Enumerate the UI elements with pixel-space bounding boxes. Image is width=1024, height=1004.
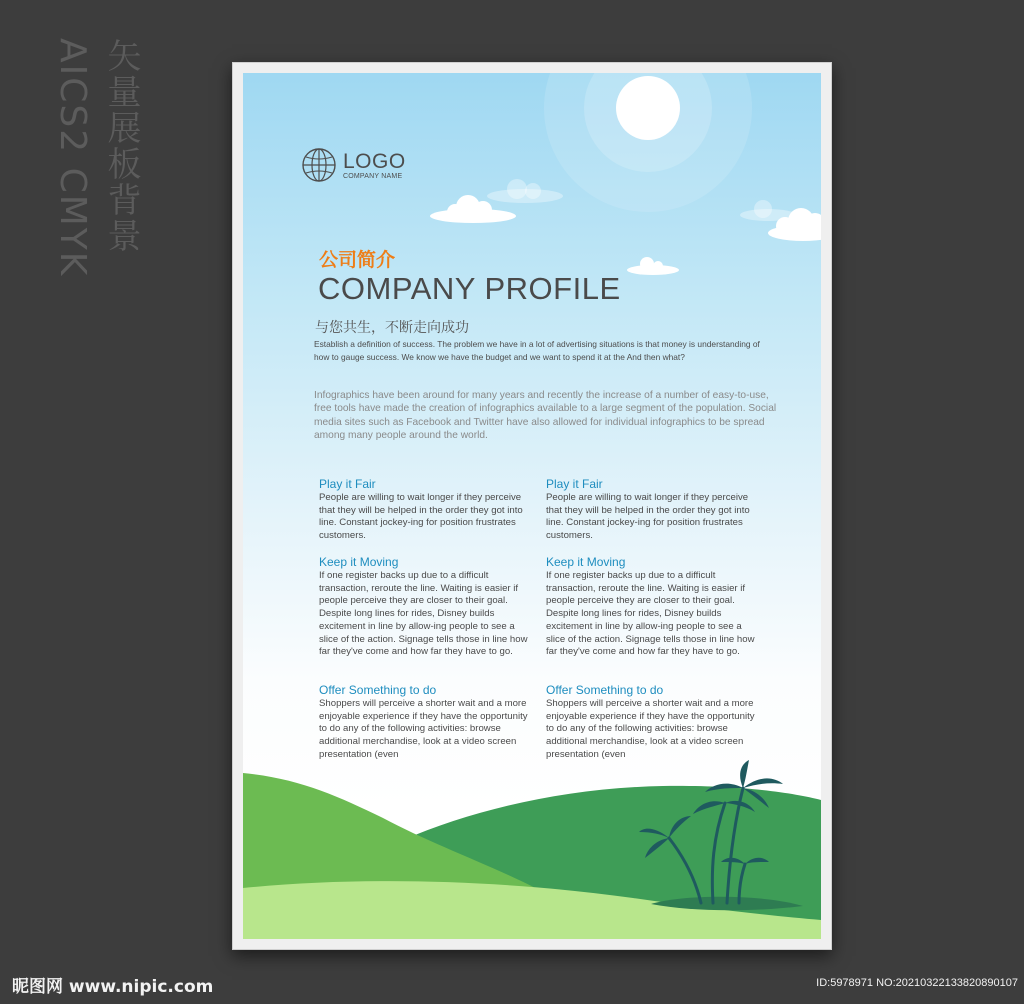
section-body: If one register backs up due to a difficult transaction, reroute the line. Waiting is easier if people perceive they are closer to their goal. Despite long lines for rides, Disney builds excitement in line by allow-ing people to see a slice of the action. Signage tells those in line how far they've come and how far they have to go. <box>319 570 528 658</box>
section-heading: Offer Something to do <box>546 683 664 697</box>
section-keep-it-moving <box>319 555 534 659</box>
poster-frame <box>232 62 832 950</box>
section-play-it-fair <box>319 477 534 543</box>
sun <box>616 76 680 140</box>
side-caption <box>52 38 146 278</box>
title-english: COMPANY PROFILE <box>318 271 621 306</box>
section-heading: Keep it Moving <box>319 555 399 569</box>
section-body: If one register backs up due to a difficult transaction, reroute the line. Waiting is easier if people perceive they are closer to their goal. Despite long lines for rides, Disney builds excitement in line by allow-ing people to see a slice of the action. Signage tells those in line how far they've come and how far they have to go. <box>546 570 755 658</box>
section-heading: Keep it Moving <box>546 555 626 569</box>
section-body: People are willing to wait longer if they perceive that they will be helped in the order they got into line. Constant jockey-ing for position frustrates customers. <box>319 492 523 542</box>
watermark-site: 昵图网 www.nipic.com <box>12 977 214 997</box>
section-heading: Play it Fair <box>319 477 376 491</box>
company-logo <box>301 147 406 183</box>
logo-title: LOGO <box>343 149 406 173</box>
section-heading: Play it Fair <box>546 477 603 491</box>
landscape <box>243 758 821 939</box>
title-chinese: 公司简介 <box>319 249 396 271</box>
globe-icon <box>301 147 337 183</box>
section-body: People are willing to wait longer if they perceive that they will be helped in the order they got into line. Constant jockey-ing for position frustrates customers. <box>546 492 750 542</box>
section-play-it-fair <box>546 477 761 543</box>
section-offer-something <box>319 683 534 762</box>
logo-subtitle: COMPANY NAME <box>343 172 403 180</box>
poster <box>243 73 821 939</box>
section-heading: Offer Something to do <box>319 683 437 697</box>
section-body: Shoppers will perceive a shorter wait and a more enjoyable experience if they have the opportunity to do any of the following activities: browse additional merchandise, look at a video screen presentation (even <box>546 698 755 760</box>
side-caption-english: AICS2 CMYK <box>52 38 93 278</box>
intro-paragraph-2: Infographics have been around for many years and recently the increase of a number of easy-to-use, free tools have made the creation of infographics available to a large segment of the population. Social media sites such as Facebook and Twitter have also allowed for individual infographics to be spread among many people around the world. <box>314 390 777 441</box>
cloud-1-shadow <box>487 179 563 203</box>
subtitle-chinese: 与您共生，不断走向成功 <box>315 320 469 336</box>
intro-paragraph-1: Establish a definition of success. The problem we have in a lot of advertising situations is that money is understanding of how to gauge success. We know we have the budget and we want to spend it at the And then what? <box>314 339 760 362</box>
cloud-3-shadow <box>740 200 796 221</box>
section-offer-something <box>546 683 761 762</box>
side-caption-chinese: 矢量展板背景 <box>101 38 141 254</box>
watermark-id: ID:5978971 NO:20210322133820890107 <box>816 977 1018 989</box>
section-keep-it-moving <box>546 555 761 659</box>
section-body: Shoppers will perceive a shorter wait and a more enjoyable experience if they have the opportunity to do any of the following activities: browse additional merchandise, look at a video screen presentation (even <box>319 698 528 760</box>
cloud-2 <box>627 257 679 275</box>
